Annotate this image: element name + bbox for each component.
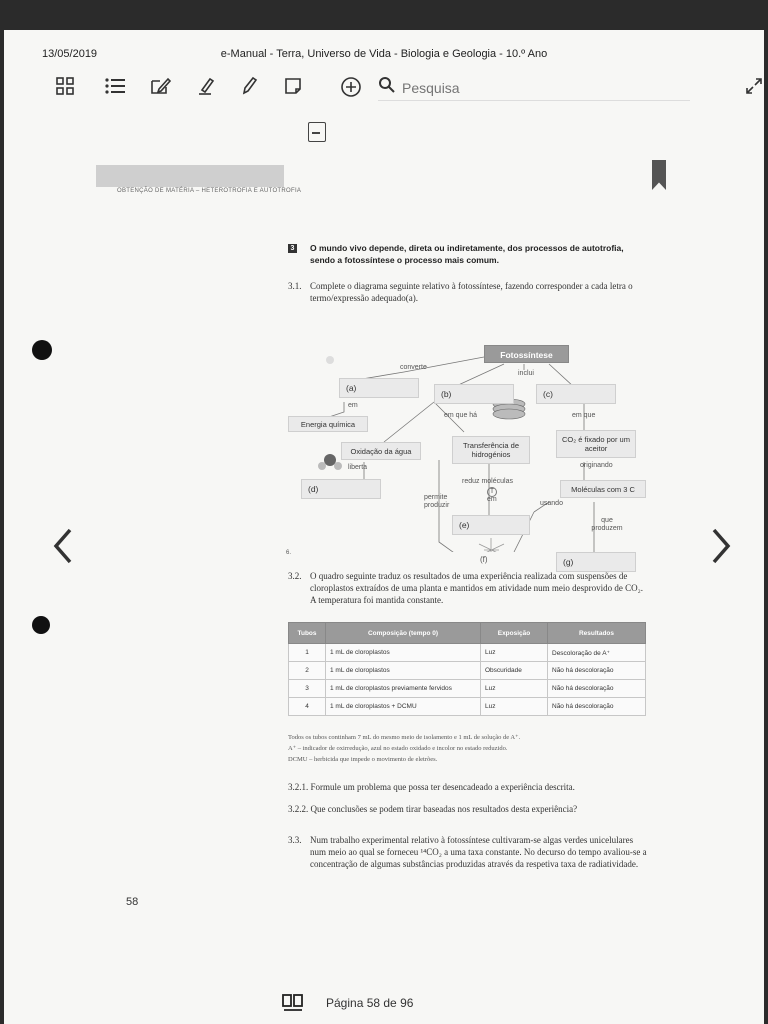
textbook-page xyxy=(4,30,764,1024)
binder-hole xyxy=(32,616,50,634)
bookmark-ribbon-icon[interactable] xyxy=(652,160,666,190)
label-reduz: reduz moléculas xyxy=(462,478,513,485)
root-node: Fotossíntese xyxy=(484,345,569,363)
question-3-2-2: 3.2.2. Que conclusões se podem tirar baseadas nos resultados desta experiência? xyxy=(288,804,578,814)
label-em: em xyxy=(348,402,358,409)
table-cell: Luz xyxy=(481,680,548,698)
table-cell: Luz xyxy=(481,644,548,662)
page-viewer xyxy=(4,30,764,1024)
blank-f[interactable]: (f) xyxy=(480,555,488,564)
photosynthesis-diagram xyxy=(284,312,654,567)
table-row xyxy=(289,644,646,662)
table-cell: Não há descoloração xyxy=(548,698,646,716)
column-header: Composição (tempo 0) xyxy=(326,623,481,644)
table-cell: 1 mL de cloroplastos xyxy=(326,644,481,662)
label-usando: usando xyxy=(540,500,563,507)
next-page-button[interactable] xyxy=(710,526,734,574)
label-que-produzem: que produzem xyxy=(591,517,623,532)
table-cell: 1 xyxy=(289,644,326,662)
figure-caption: 6. xyxy=(286,550,292,556)
printed-page-number: 58 xyxy=(126,896,139,908)
question-number: 3.3. xyxy=(288,835,302,845)
document-title: e-Manual - Terra, Universo de Vida - Biologia e Geologia - 10.º Ano xyxy=(220,48,548,60)
table-cell: 1 mL de cloroplastos + DCMU xyxy=(326,698,481,716)
question-text: O quadro seguinte traduz os resultados de uma experiência realizada com suspensões de cloroplastos extraídos de uma planta e mantidos em atividade num meio desprovido de CO₂. A temperatura foi mantida constante. xyxy=(310,571,644,605)
double-page-icon[interactable] xyxy=(282,994,304,1016)
node-co2-fixado: CO₂ é fixado por um aceitor xyxy=(556,430,636,458)
table-notes xyxy=(288,732,648,765)
table-cell: 3 xyxy=(289,680,326,698)
header-band xyxy=(96,165,284,187)
note-line: Todos os tubos continham 7 mL do mesmo meio de isolamento e 1 mL de solução de A⁺. xyxy=(288,734,521,741)
table-row xyxy=(289,680,646,698)
question-text: Complete o diagrama seguinte relativo à fotossíntese, fazendo corresponder a cada letra o termo/expressão adequado(a). xyxy=(310,281,633,303)
blank-c[interactable] xyxy=(536,384,616,404)
label-em-que-ha: em que há xyxy=(444,412,478,419)
blank-e[interactable] xyxy=(452,515,530,535)
print-date: 13/05/2019 xyxy=(42,48,98,60)
label-em-2: em xyxy=(487,496,497,503)
leaf-icon xyxy=(326,356,334,364)
table-row xyxy=(289,662,646,680)
table-cell: 1 mL de cloroplastos previamente fervidos xyxy=(326,680,481,698)
note-line: A⁺ – indicador de oxirredução, azul no estado oxidado e incolor no estado reduzido. xyxy=(288,745,508,752)
column-header: Exposição xyxy=(481,623,548,644)
question-number: 3.1. xyxy=(288,281,302,291)
results-table xyxy=(288,622,646,716)
node-transferencia: Transferência de hidrogénios xyxy=(452,436,530,464)
blank-letter: (e) xyxy=(459,520,470,530)
chevron-right-icon xyxy=(710,526,734,566)
table-cell: Obscuridade xyxy=(481,662,548,680)
marker-t: T xyxy=(487,487,497,497)
blank-letter: (a) xyxy=(346,383,357,393)
blank-g[interactable] xyxy=(556,552,636,572)
blank-a[interactable] xyxy=(339,378,419,398)
question-number: 3.2. xyxy=(288,571,302,581)
label-converte: converte xyxy=(400,364,427,371)
label-inclui: inclui xyxy=(518,370,534,377)
question-text: Num trabalho experimental relativo à fotossíntese cultivaram-se algas verdes unicelulares num meio ao qual se forneceu ¹⁴CO₂ a uma taxa constante. No decurso do tempo avaliou-se a concentração de algumas substâncias produzidas através da respetiva taxa de radiatividade. xyxy=(310,835,647,869)
table-cell: 1 mL de cloroplastos xyxy=(326,662,481,680)
node-oxidacao-agua: Oxidação da água xyxy=(341,442,421,460)
label-permite: permite produzir xyxy=(424,494,450,509)
question-3-2-1: 3.2.1. Formule um problema que possa ter desencadeado a experiência descrita. xyxy=(288,782,575,792)
note-line: DCMU – herbicida que impede o movimento de eletrões. xyxy=(288,756,438,763)
question-heading: O mundo vivo depende, direta ou indiretamente, dos processos de autotrofia, sendo a fotossíntese o processo mais comum. xyxy=(310,243,624,265)
label-em-que: em que xyxy=(572,412,596,419)
page-indicator: Página 58 de 96 xyxy=(326,996,414,1010)
page-footer xyxy=(282,992,502,1014)
column-header: Resultados xyxy=(548,623,646,644)
chevron-left-icon xyxy=(50,526,74,566)
table-header-row xyxy=(289,623,646,644)
table-cell: Não há descoloração xyxy=(548,680,646,698)
binder-hole xyxy=(32,340,52,360)
blank-d[interactable] xyxy=(301,479,381,499)
table-row xyxy=(289,698,646,716)
table-cell: 2 xyxy=(289,662,326,680)
blank-letter: (c) xyxy=(543,389,553,399)
question-number: 3 xyxy=(288,244,297,253)
table-cell: 4 xyxy=(289,698,326,716)
column-header: Tubos xyxy=(289,623,326,644)
label-liberta: liberta xyxy=(348,464,368,471)
water-molecule-icon xyxy=(318,454,342,470)
blank-b[interactable] xyxy=(434,384,514,404)
blank-letter: (d) xyxy=(308,484,319,494)
node-moleculas-3c: Moléculas com 3 C xyxy=(560,480,646,498)
blank-letter: (g) xyxy=(563,557,574,567)
light-burst-icon xyxy=(479,538,504,552)
previous-page-button[interactable] xyxy=(50,526,74,574)
node-energia-quimica: Energia química xyxy=(288,416,368,432)
label-originando: originando xyxy=(580,462,613,469)
table-cell: Não há descoloração xyxy=(548,662,646,680)
blank-letter: (b) xyxy=(441,389,452,399)
table-cell: Descoloração de A⁺ xyxy=(548,644,646,662)
table-cell: Luz xyxy=(481,698,548,716)
section-label: OBTENÇÃO DE MATÉRIA – HETEROTROFIA E AUTOTROFIA xyxy=(117,188,302,194)
